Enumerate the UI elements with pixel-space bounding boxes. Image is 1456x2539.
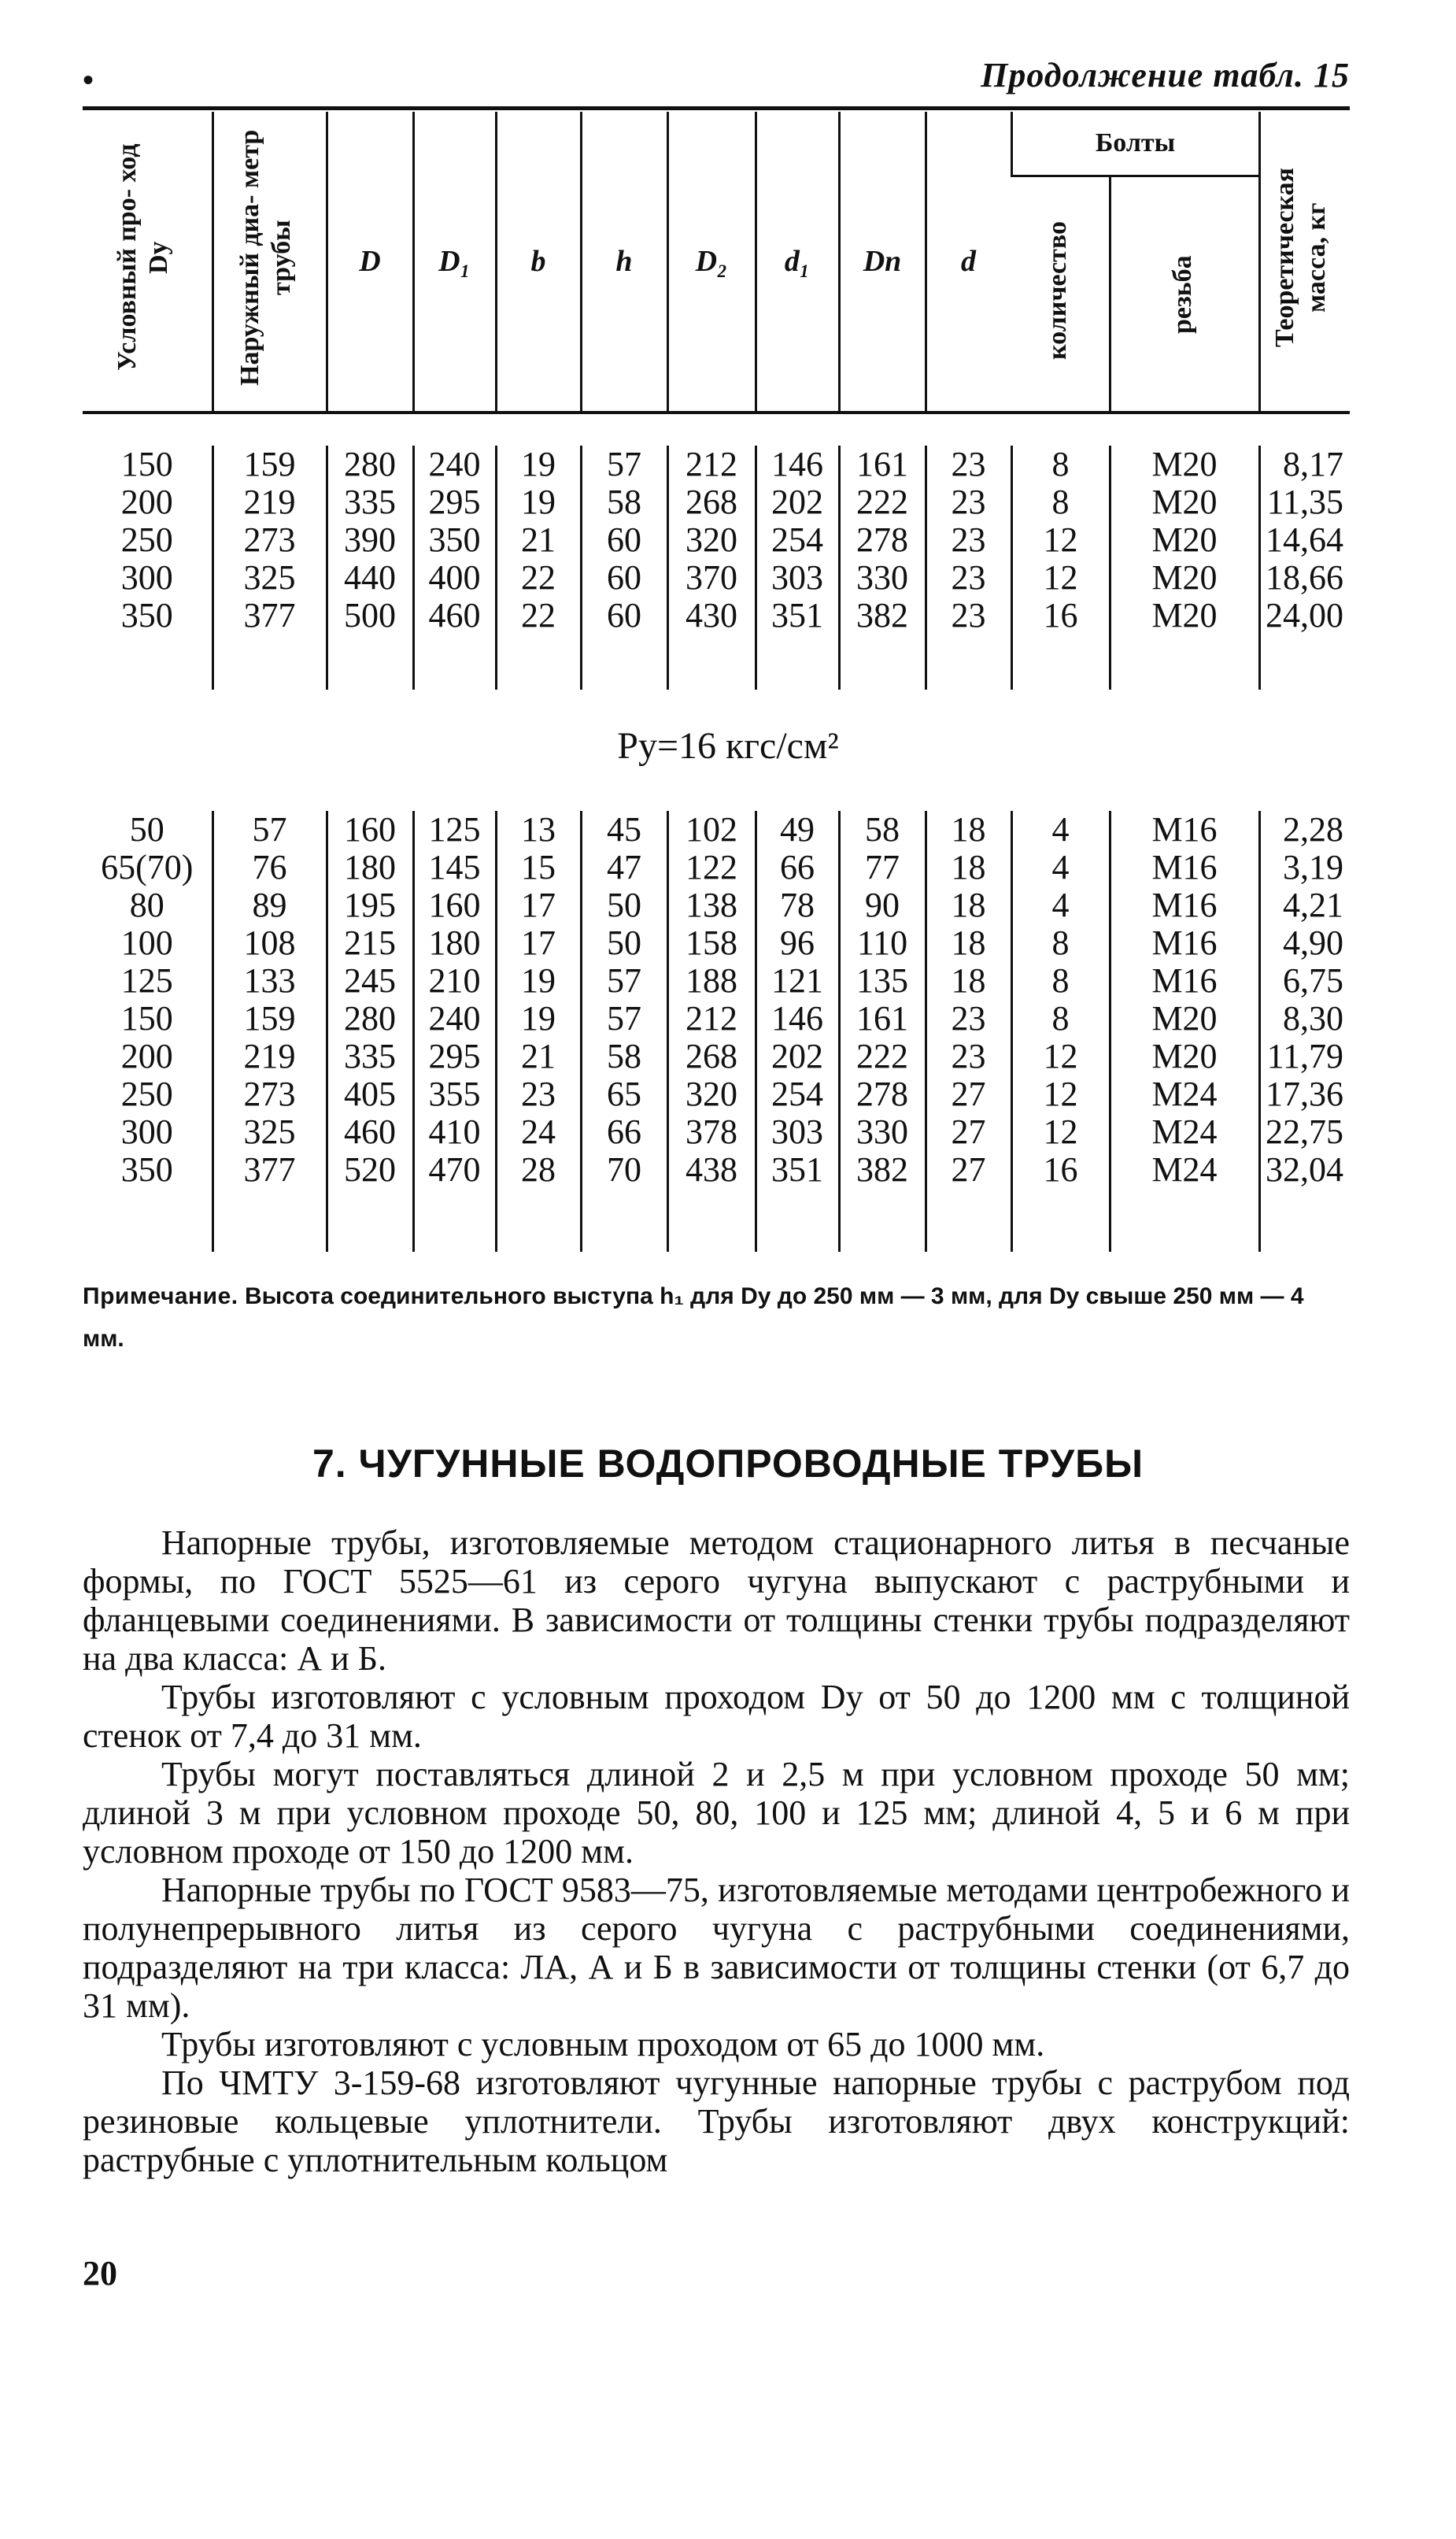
table-cell: 50 xyxy=(607,923,641,962)
col-header-dy: Условный про- ход Dу xyxy=(83,112,212,413)
table-cell: 325 xyxy=(243,558,296,597)
table-cell: 200 xyxy=(120,1037,173,1075)
table-cell: 122 xyxy=(686,848,737,886)
cells-D2 xyxy=(667,811,756,1252)
col-header-bolts-thread: резьба xyxy=(1110,176,1259,413)
table-cell: 3,19 xyxy=(1283,848,1343,886)
table-cell: 8,30 xyxy=(1283,999,1343,1038)
table-cell: М20 xyxy=(1151,483,1218,521)
table-cell: 11,79 xyxy=(1266,1037,1343,1075)
table-cell: 150 xyxy=(120,999,173,1038)
table-cell: 268 xyxy=(686,483,737,521)
table-cell: 212 xyxy=(686,445,737,483)
table-cell: 460 xyxy=(428,596,481,635)
table-cell: 19 xyxy=(521,999,556,1038)
table-cell: 12 xyxy=(1043,1112,1078,1151)
table-cell: 23 xyxy=(951,1037,986,1075)
table-cell: 65(70) xyxy=(101,848,194,886)
table-body-part-2 xyxy=(83,811,1350,1252)
table-cell: 377 xyxy=(243,596,296,635)
table-cell: 161 xyxy=(856,999,908,1038)
table-cell: 21 xyxy=(521,520,556,559)
table-cell: 460 xyxy=(344,1112,396,1151)
cells-b xyxy=(496,446,581,690)
table-cell: 18,66 xyxy=(1266,558,1343,597)
note-label: Примечание. xyxy=(83,1283,238,1309)
table-cell: 133 xyxy=(243,961,296,1000)
table-cell: 188 xyxy=(686,961,737,1000)
table-row xyxy=(83,446,1350,690)
table-cell: 23 xyxy=(951,520,986,559)
table-cell: 254 xyxy=(771,520,823,559)
paragraph: По ЧМТУ 3-159-68 изготовляют чугунные напорные трубы с раструбом под резиновые кольцевые уплотнители. Трубы изготовляют двух конструкций: раструбные с уплотнительным кольцом xyxy=(83,2063,1350,2179)
table-cell: 58 xyxy=(865,810,900,849)
table-cell: 320 xyxy=(686,1075,737,1113)
table-cell: 200 xyxy=(120,483,173,521)
cells-mass xyxy=(1259,811,1350,1252)
table-cell: М16 xyxy=(1151,810,1218,849)
table-cell: 159 xyxy=(243,445,296,483)
table-cell: 66 xyxy=(607,1112,641,1151)
table-cell: 8,17 xyxy=(1283,445,1343,483)
page-number: 20 xyxy=(83,2254,117,2293)
table-cell: 215 xyxy=(344,923,396,962)
table-note xyxy=(83,1275,1350,1360)
table-cell: 300 xyxy=(120,1112,173,1151)
table-cell: 102 xyxy=(686,810,737,849)
table-cell: 4,90 xyxy=(1283,923,1343,962)
table-cell: 280 xyxy=(344,999,396,1038)
table-cell: 23 xyxy=(951,596,986,635)
table-cell: 80 xyxy=(129,886,164,924)
paragraph: Трубы могут поставляться длиной 2 и 2,5 м при условном проходе 50 мм; длиной 3 м при условном проходе 50, 80, 100 и 125 мм; длиной 4, 5 и 6 м при условном проходе от 150 до 1200 мм. xyxy=(83,1755,1350,1871)
cells-h xyxy=(581,446,667,690)
table-cell: 12 xyxy=(1043,558,1078,597)
table-cell: 19 xyxy=(521,961,556,1000)
table-cell: 159 xyxy=(243,999,296,1038)
table-cell: 295 xyxy=(428,1037,481,1075)
table-cell: 32,04 xyxy=(1266,1150,1343,1189)
table-cell: 8 xyxy=(1051,483,1070,521)
col-header-Dn: Dп xyxy=(839,112,926,413)
table-cell: 240 xyxy=(428,999,481,1038)
table-cell: 210 xyxy=(428,961,481,1000)
table-cell: 24,00 xyxy=(1266,596,1343,635)
body-text xyxy=(83,1523,1350,2179)
table-cell: 18 xyxy=(951,810,986,849)
table-cell: 500 xyxy=(344,596,396,635)
table-row xyxy=(83,811,1350,1252)
table-cell: 50 xyxy=(607,886,641,924)
table-cell: 108 xyxy=(243,923,296,962)
table-cell: 58 xyxy=(607,483,641,521)
table-cell: 195 xyxy=(344,886,396,924)
table-cell: М20 xyxy=(1151,445,1218,483)
col-header-D1: D₁ xyxy=(413,112,496,413)
table-cell: М20 xyxy=(1151,596,1218,635)
table-cell: 222 xyxy=(856,483,908,521)
table-cell: 58 xyxy=(607,1037,641,1075)
table-cell: 50 xyxy=(129,810,164,849)
cells-D1 xyxy=(413,446,496,690)
table-cell: 250 xyxy=(120,520,173,559)
section-heading: 7. ЧУГУННЫЕ ВОДОПРОВОДНЫЕ ТРУБЫ xyxy=(312,1442,1144,1486)
table-cell: 77 xyxy=(865,848,900,886)
table-cell: 17 xyxy=(521,923,556,962)
table-cell: 405 xyxy=(344,1075,396,1113)
table-cell: 350 xyxy=(120,1150,173,1189)
table-cell: М20 xyxy=(1151,520,1218,559)
table-cell: 303 xyxy=(771,558,823,597)
table-cell: 12 xyxy=(1043,520,1078,559)
table-cell: 24 xyxy=(521,1112,556,1151)
table-cell: 330 xyxy=(856,1112,908,1151)
cells-bolt-count xyxy=(1011,811,1110,1252)
cells-outer xyxy=(212,811,327,1252)
table-cell: 14,64 xyxy=(1266,520,1343,559)
table-cell: 254 xyxy=(771,1075,823,1113)
cells-outer xyxy=(212,446,327,690)
table-cell: 440 xyxy=(344,558,396,597)
paragraph: Напорные трубы, изготовляемые методом стационарного литья в песчаные формы, по ГОСТ 5525—61 из серого чугуна выпускают с раструбными и фланцевыми соединениями. В зависимости от толщины стенки трубы подразделяют на два класса: А и Б. xyxy=(83,1523,1350,1678)
table-cell: 382 xyxy=(856,596,908,635)
table-cell: 8 xyxy=(1051,999,1070,1038)
table-cell: 125 xyxy=(428,810,481,849)
table-cell: 27 xyxy=(951,1150,986,1189)
table-cell: М24 xyxy=(1151,1112,1218,1151)
table-cell: 17 xyxy=(521,886,556,924)
table-cell: 400 xyxy=(428,558,481,597)
table-cell: 520 xyxy=(344,1150,396,1189)
table-cell: 135 xyxy=(856,961,908,1000)
table-cell: 180 xyxy=(344,848,396,886)
table-cell: 21 xyxy=(521,1037,556,1075)
table-cell: 4,21 xyxy=(1283,886,1343,924)
table-cell: 78 xyxy=(780,886,815,924)
table-cell: 65 xyxy=(607,1075,641,1113)
cells-D xyxy=(327,446,413,690)
col-header-bolts: Болты xyxy=(1011,112,1259,176)
table-cell: 350 xyxy=(120,596,173,635)
pressure-section-label: Pу=16 кгс/см² xyxy=(617,725,839,767)
table-cell: 12 xyxy=(1043,1037,1078,1075)
col-header-d: d xyxy=(926,112,1011,413)
table-cell: 60 xyxy=(607,558,641,597)
table-cell: 27 xyxy=(951,1112,986,1151)
table-cell: 378 xyxy=(686,1112,737,1151)
cells-Dn xyxy=(839,446,926,690)
table-cell: М16 xyxy=(1151,848,1218,886)
table-cell: 89 xyxy=(252,886,287,924)
running-head xyxy=(83,55,1350,102)
table-cell: 17,36 xyxy=(1266,1075,1343,1113)
table-cell: 351 xyxy=(771,596,823,635)
table-cell: 377 xyxy=(243,1150,296,1189)
table-cell: 4 xyxy=(1051,848,1070,886)
table-cell: 145 xyxy=(428,848,481,886)
table-cell: 268 xyxy=(686,1037,737,1075)
table-cell: 390 xyxy=(344,520,396,559)
cells-bolt-thread xyxy=(1110,811,1259,1252)
table-cell: М24 xyxy=(1151,1150,1218,1189)
table-cell: 351 xyxy=(771,1150,823,1189)
table-cell: 278 xyxy=(856,1075,908,1113)
table-cell: М20 xyxy=(1151,999,1218,1038)
table-cell: 57 xyxy=(252,810,287,849)
cells-Dn xyxy=(839,811,926,1252)
table-cell: 250 xyxy=(120,1075,173,1113)
bullet-mark: • xyxy=(83,62,94,98)
table-cell: М16 xyxy=(1151,886,1218,924)
table-cell: 60 xyxy=(607,596,641,635)
cells-bolt-count xyxy=(1011,446,1110,690)
cells-d xyxy=(926,811,1011,1252)
table-cell: 212 xyxy=(686,999,737,1038)
table-cell: 295 xyxy=(428,483,481,521)
table-cell: 202 xyxy=(771,483,823,521)
table-cell: 22,75 xyxy=(1266,1112,1343,1151)
cells-h xyxy=(581,811,667,1252)
table-cell: 470 xyxy=(428,1150,481,1189)
table-cell: 273 xyxy=(243,1075,296,1113)
table-cell: 23 xyxy=(951,999,986,1038)
paragraph: Напорные трубы по ГОСТ 9583—75, изготовляемые методами центробежного и полунепрерывного литья из серого чугуна с раструбными соединениями, подразделяют на три класса: ЛА, А и Б в зависимости от толщины стенки (от 6,7 до 31 мм). xyxy=(83,1871,1350,2025)
table-cell: 27 xyxy=(951,1075,986,1113)
cells-mass xyxy=(1259,446,1350,690)
table-cell: 2,28 xyxy=(1283,810,1343,849)
col-header-D: D xyxy=(327,112,413,413)
table-cell: 240 xyxy=(428,445,481,483)
cells-d1 xyxy=(756,446,839,690)
table-cell: 438 xyxy=(686,1150,737,1189)
table-cell: 303 xyxy=(771,1112,823,1151)
table-cell: 4 xyxy=(1051,810,1070,849)
table-cell: 15 xyxy=(521,848,556,886)
table-cell: 8 xyxy=(1051,445,1070,483)
table-cell: М20 xyxy=(1151,1037,1218,1075)
col-header-d1: d₁ xyxy=(756,112,839,413)
table-cell: 350 xyxy=(428,520,481,559)
table-cell: М16 xyxy=(1151,961,1218,1000)
table-cell: 45 xyxy=(607,810,641,849)
table-cell: 13 xyxy=(521,810,556,849)
top-rule xyxy=(83,106,1350,110)
table-cell: 60 xyxy=(607,520,641,559)
table-cell: М16 xyxy=(1151,923,1218,962)
cells-dy xyxy=(83,446,212,690)
table-cell: 76 xyxy=(252,848,287,886)
table-cell: 280 xyxy=(344,445,396,483)
table-cell: 150 xyxy=(120,445,173,483)
table-cell: 180 xyxy=(428,923,481,962)
table-cell: 96 xyxy=(780,923,815,962)
table-cell: 245 xyxy=(344,961,396,1000)
cells-D xyxy=(327,811,413,1252)
table-cell: 18 xyxy=(951,961,986,1000)
table-cell: 66 xyxy=(780,848,815,886)
table-cell: 11,35 xyxy=(1266,483,1343,521)
table-cell: 300 xyxy=(120,558,173,597)
table-cell: 330 xyxy=(856,558,908,597)
table-cell: 18 xyxy=(951,886,986,924)
table-cell: 57 xyxy=(607,999,641,1038)
table-cell: 8 xyxy=(1051,961,1070,1000)
table-cell: 146 xyxy=(771,999,823,1038)
table-body-part-1 xyxy=(83,446,1350,690)
table-cell: 335 xyxy=(344,1037,396,1075)
table-continuation-title: Продолжение табл. 15 xyxy=(981,56,1350,94)
table-cell: 410 xyxy=(428,1112,481,1151)
table-cell: 12 xyxy=(1043,1075,1078,1113)
table-cell: 6,75 xyxy=(1283,961,1343,1000)
cells-d1 xyxy=(756,811,839,1252)
table-cell: 125 xyxy=(120,961,173,1000)
cells-D2 xyxy=(667,446,756,690)
table-cell: 370 xyxy=(686,558,737,597)
cells-dy xyxy=(83,811,212,1252)
table-cell: 273 xyxy=(243,520,296,559)
cells-bolt-thread xyxy=(1110,446,1259,690)
table-cell: 23 xyxy=(951,483,986,521)
table-header xyxy=(83,112,1350,414)
table-cell: 222 xyxy=(856,1037,908,1075)
table-cell: 100 xyxy=(120,923,173,962)
paragraph: Трубы изготовляют с условным проходом от 65 до 1000 мм. xyxy=(161,2025,1045,2063)
table-cell: 19 xyxy=(521,445,556,483)
table-cell: 219 xyxy=(243,483,296,521)
table-cell: 160 xyxy=(344,810,396,849)
table-cell: 110 xyxy=(856,923,908,962)
table-cell: 57 xyxy=(607,445,641,483)
table-cell: 28 xyxy=(521,1150,556,1189)
table-cell: 22 xyxy=(521,558,556,597)
table-cell: 430 xyxy=(686,596,737,635)
table-cell: 16 xyxy=(1043,596,1078,635)
table-cell: 90 xyxy=(865,886,900,924)
note-text: Высота соединительного выступа h₁ для Dу до 250 мм — 3 мм, для Dу свыше 250 мм — 4 мм. xyxy=(83,1283,1304,1352)
table-cell: 8 xyxy=(1051,923,1070,962)
table-cell: 57 xyxy=(607,961,641,1000)
table-cell: М24 xyxy=(1151,1075,1218,1113)
col-header-b: b xyxy=(496,112,581,413)
table-cell: 23 xyxy=(951,445,986,483)
table-cell: М20 xyxy=(1151,558,1218,597)
table-cell: 19 xyxy=(521,483,556,521)
table-cell: 382 xyxy=(856,1150,908,1189)
col-header-mass: Теоретическая масса, кг xyxy=(1259,112,1350,413)
table-cell: 160 xyxy=(428,886,481,924)
table-cell: 278 xyxy=(856,520,908,559)
table-cell: 138 xyxy=(686,886,737,924)
table-cell: 320 xyxy=(686,520,737,559)
table-cell: 158 xyxy=(686,923,737,962)
col-header-h: h xyxy=(581,112,667,413)
table-cell: 18 xyxy=(951,848,986,886)
col-header-outer-diameter: Наружный диа- метр трубы xyxy=(212,112,327,413)
paragraph: Трубы изготовляют с условным проходом Dу от 50 до 1200 мм с толщиной стенок от 7,4 до 31 мм. xyxy=(83,1678,1350,1755)
col-header-D2: D₂ xyxy=(667,112,756,413)
table-cell: 121 xyxy=(771,961,823,1000)
table-cell: 355 xyxy=(428,1075,481,1113)
table-cell: 22 xyxy=(521,596,556,635)
table-cell: 16 xyxy=(1043,1150,1078,1189)
table-cell: 219 xyxy=(243,1037,296,1075)
table-cell: 335 xyxy=(344,483,396,521)
cells-d xyxy=(926,446,1011,690)
table-cell: 47 xyxy=(607,848,641,886)
table-cell: 202 xyxy=(771,1037,823,1075)
table-cell: 161 xyxy=(856,445,908,483)
table-cell: 146 xyxy=(771,445,823,483)
table-cell: 23 xyxy=(951,558,986,597)
table-cell: 18 xyxy=(951,923,986,962)
cells-D1 xyxy=(413,811,496,1252)
table-cell: 23 xyxy=(521,1075,556,1113)
col-header-bolts-count: количество xyxy=(1011,176,1110,413)
table-cell: 70 xyxy=(607,1150,641,1189)
cells-b xyxy=(496,811,581,1252)
table-cell: 4 xyxy=(1051,886,1070,924)
table-cell: 325 xyxy=(243,1112,296,1151)
table-cell: 49 xyxy=(780,810,815,849)
